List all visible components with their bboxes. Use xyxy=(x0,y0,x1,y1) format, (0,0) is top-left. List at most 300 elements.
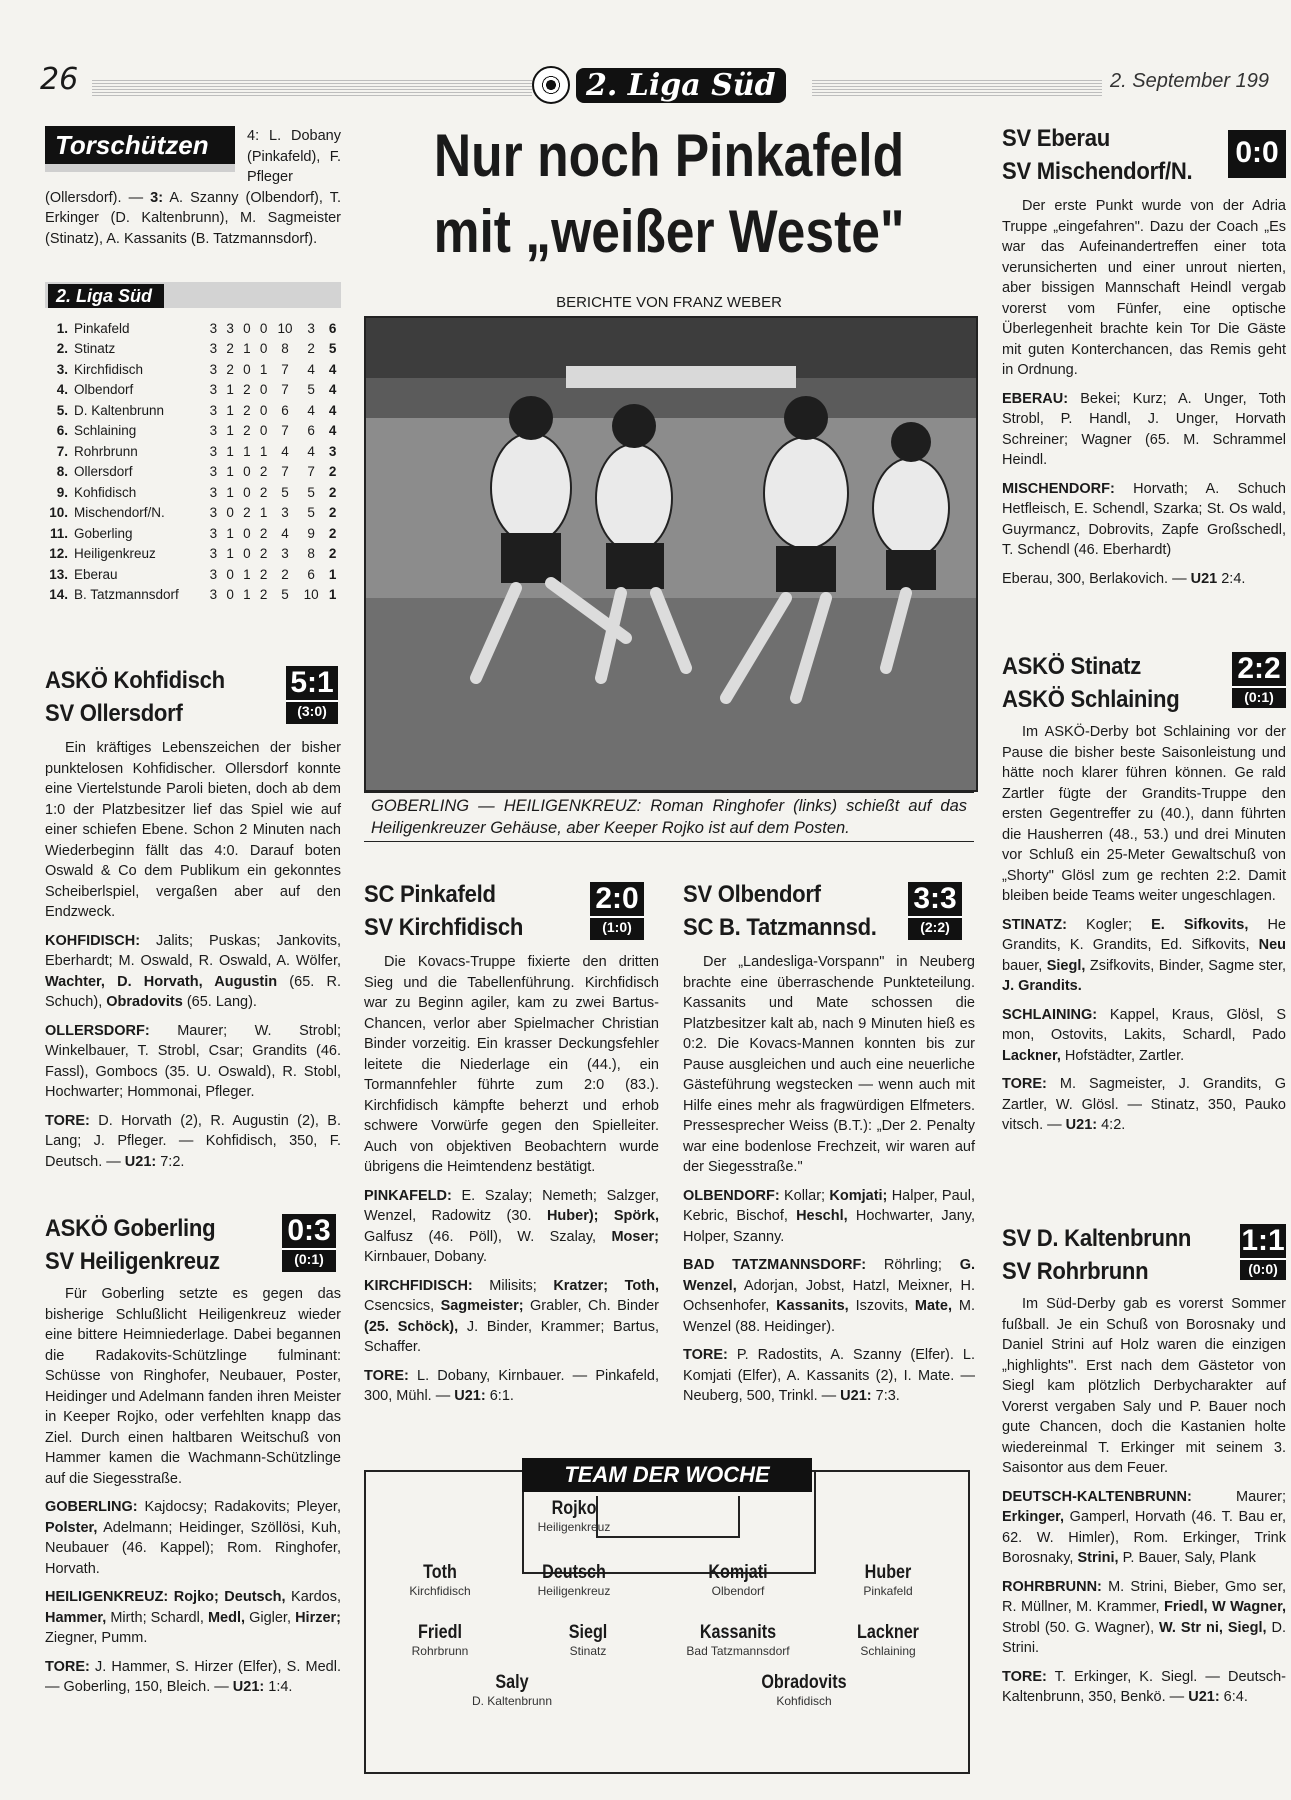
result-text: Eberau, 300, Berlakovich. — xyxy=(1002,570,1191,587)
u21-score: 7:3. xyxy=(871,1388,900,1404)
lineup-text: Milisits; xyxy=(472,1277,554,1294)
player-club: Bad Tatzmannsdorf xyxy=(686,1644,790,1658)
home-team: SV Olbendorf xyxy=(683,881,821,908)
standings-cell-g: 3 xyxy=(209,464,218,480)
player-club: Stinatz xyxy=(569,1644,607,1658)
section-title: 2. Liga Süd xyxy=(576,68,786,103)
lineup-text: Adorjan, Jobst, Hatzl, Meixner, H. Ochsenhofer, xyxy=(683,1277,975,1314)
lineup-label: OLBENDORF: xyxy=(683,1187,780,1204)
match-goberling-header xyxy=(45,1212,235,1278)
standings-cell-l: 0 xyxy=(259,382,268,398)
lineup-bold: Kassanits, xyxy=(776,1298,849,1314)
team-of-the-week-title: TEAM DER WOCHE xyxy=(522,1458,812,1492)
standings-cell-w: 1 xyxy=(226,525,234,541)
lineup-text: J. Binder, Krammer; Bartus, Schaffer. xyxy=(364,1318,659,1355)
lineup-bold: Komjati; xyxy=(829,1187,888,1204)
goals-label: TORE: xyxy=(364,1367,409,1384)
lineup-text: Adelmann; Heidinger, Szöllösi, Kuh, Neubauer (46. Kappel); Rom. Ringhofer, Horvath. xyxy=(45,1519,341,1577)
standings-cell-pts: 2 xyxy=(328,546,337,562)
final-score: 5:1 xyxy=(290,666,334,699)
goals-text: P. Radostits, A. Szanny (Elfer). L. Komjati (Elfer), A. Kassanits (2), I. Mate. — Neuberg, 500, Trinkl. — xyxy=(683,1347,975,1404)
goals-label: TORE: xyxy=(1002,1076,1047,1092)
totw-player xyxy=(499,1562,649,1598)
totw-player xyxy=(513,1622,663,1658)
standings-cell-pts: 2 xyxy=(328,525,337,541)
away-team: SV Ollersdorf xyxy=(45,700,183,727)
standings-cell-l: 1 xyxy=(259,361,268,377)
standings-cell-w: 0 xyxy=(226,505,234,521)
u21-label: U21: xyxy=(232,1679,265,1695)
final-score: 2:0 xyxy=(595,882,639,915)
away-team: SV Mischendorf/N. xyxy=(1002,158,1193,185)
standings-cell-pts: 4 xyxy=(328,402,337,418)
score-olbendorf xyxy=(908,882,962,940)
standings-cell-team: Ollersdorf xyxy=(74,464,133,480)
player-name: Huber xyxy=(864,1562,912,1583)
lineup-bold: Strini, xyxy=(1077,1550,1119,1566)
lineup-text: P. Bauer, Saly, Plank xyxy=(1118,1550,1256,1566)
standings-cell-ga: 6 xyxy=(307,423,315,439)
lineup-bold: Mate, xyxy=(914,1298,952,1314)
standings-cell-l: 2 xyxy=(259,546,268,562)
standings-cell-w: 3 xyxy=(226,320,234,336)
standings-cell-d: 1 xyxy=(243,566,251,582)
section-logo xyxy=(532,66,786,104)
goals-text: L. Dobany, Kirnbauer. — Pinkafeld, 300, Mühl. — xyxy=(364,1367,659,1404)
standings-cell-d: 2 xyxy=(243,423,251,439)
standings-row xyxy=(45,380,341,401)
standings-cell-g: 3 xyxy=(209,341,218,357)
goals-text: D. Horvath (2), R. Augustin (2), B. Lang; J. Pfleger. — Kohfidisch, 350, F. Deutsch. — xyxy=(45,1112,341,1170)
standings-cell-pts: 2 xyxy=(328,464,337,480)
u21-score: 6:4. xyxy=(1219,1689,1248,1705)
torschuetzen-text-a: 4: L. Dobany (Pinkafeld), F. Pfleger (Ollersdorf). — xyxy=(45,128,341,206)
match-olbendorf-header xyxy=(683,878,893,944)
standings-cell-l: 2 xyxy=(259,525,268,541)
standings-cell-g: 3 xyxy=(209,587,218,603)
player-name: Kassanits xyxy=(699,1622,777,1643)
lineup-text: E. Szalay; Nemeth; Salzger, Wenzel, Radowitz (30. xyxy=(364,1187,659,1224)
standings-cell-w: 1 xyxy=(226,484,234,500)
player-club: D. Kaltenbrunn xyxy=(471,1694,553,1708)
headline-line1: Nur noch Pinkafeld xyxy=(433,122,905,189)
goals-kaltenbrunn xyxy=(1002,1667,1286,1708)
result-eberau xyxy=(1002,569,1286,590)
totw-player xyxy=(437,1672,587,1708)
standings-cell-g: 3 xyxy=(209,505,218,521)
lineup-text: Röhrling; xyxy=(866,1257,960,1273)
lineup-bold: Sagmeister; xyxy=(440,1298,524,1314)
u21-label: U21: xyxy=(454,1388,486,1404)
player-name: Komjati xyxy=(708,1562,768,1583)
lineup-goberling xyxy=(45,1497,341,1579)
standings-cell-pts: 4 xyxy=(328,361,337,377)
half-score: (1:0) xyxy=(590,916,644,936)
standings-cell-pts: 1 xyxy=(328,566,337,582)
standings-cell-w: 1 xyxy=(226,402,234,418)
torschuetzen-3: 3: xyxy=(150,189,164,206)
standings-cell-pts: 3 xyxy=(328,443,337,459)
lineup-stinatz xyxy=(1002,915,1286,997)
home-team: SV Eberau xyxy=(1002,125,1110,152)
lineup-bold: Polster, xyxy=(45,1519,98,1536)
half-score: (0:1) xyxy=(1232,686,1286,706)
lineup-bold: Friedl, W Wagner, xyxy=(1164,1599,1286,1615)
goals-label: TORE: xyxy=(1002,1668,1047,1685)
totw-player xyxy=(663,1562,813,1598)
standings-cell-pts: 2 xyxy=(328,484,337,500)
goals-label: TORE: xyxy=(45,1658,90,1675)
lineup-text: Ziegner, Pumm. xyxy=(45,1630,148,1646)
standings-cell-g: 3 xyxy=(209,382,218,398)
lineup-text: Kollar; xyxy=(779,1187,830,1204)
standings-cell-l: 0 xyxy=(259,320,268,336)
lineup-schlaining xyxy=(1002,1005,1286,1067)
player-club: Rohrbrunn xyxy=(411,1644,469,1658)
standings-cell-g: 3 xyxy=(209,320,218,336)
report-kohfidisch xyxy=(45,738,341,1180)
standings-cell-ga: 8 xyxy=(307,546,315,562)
lineup-label: HEILIGENKREUZ: xyxy=(45,1589,169,1605)
lineup-bold: Medl, xyxy=(207,1609,245,1626)
lineup-text: Gamperl, Horvath (46. T. Bau er, 62. W. Himler), Rom. Erkinger, Trink Borosnaky, xyxy=(1002,1509,1286,1566)
player-name: Deutsch xyxy=(542,1562,606,1583)
standings-row xyxy=(45,585,341,606)
report-eberau xyxy=(1002,196,1286,597)
lineup-kaltenbrunn xyxy=(1002,1487,1286,1569)
goals-text: M. Sagmeister, J. Grandits, G Zartler, W. Glösl. — Stinatz, 350, Pauko vitsch. — xyxy=(1002,1076,1286,1133)
score-pinkafeld xyxy=(590,882,644,940)
headline xyxy=(364,118,974,270)
lineup-text: M. Wenzel (88. Heidinger). xyxy=(683,1298,975,1335)
lineup-text: Maurer; xyxy=(1191,1488,1286,1505)
standings-cell-w: 1 xyxy=(226,443,234,459)
torschuetzen-box xyxy=(45,126,341,249)
totw-player xyxy=(365,1622,515,1658)
standings-row xyxy=(45,564,341,585)
standings-cell-w: 1 xyxy=(226,546,234,562)
standings-cell-g: 3 xyxy=(209,402,218,418)
player-name: Toth xyxy=(423,1562,457,1583)
standings-cell-gf: 5 xyxy=(281,484,289,500)
standings-cell-pts: 4 xyxy=(328,382,337,398)
goals-kohfidisch xyxy=(45,1111,341,1173)
lineup-text: Galfusz (46. Pöll), W. Szalay, xyxy=(364,1228,612,1245)
lineup-bold: Kratzer; Toth, xyxy=(553,1277,659,1294)
header-rule-left xyxy=(92,78,532,96)
final-score: 1:1 xyxy=(1241,1224,1285,1257)
lineup-kirchfidisch xyxy=(364,1276,659,1358)
match-report: Für Goberling setzte es gegen das bisherige Schlußlicht Heiligenkreuz wieder eine bittere Heimniederlage. Dabei begannen die Radakovits-Schützlinge fulminant: Schüsse von Ringhofer, Neubauer, Poster, Heidinger und Adelmann fanden ihren Meister in Keeper Rojko, oder verfehlten knapp das Ziel. Durch einen haltbaren Weitschuß von Hammer kamen die Wachmann-Schützlinge auf die Siegesstraße. xyxy=(45,1286,341,1487)
away-team: SC B. Tatzmannsd. xyxy=(683,914,877,941)
lineup-text: Zsifkovits, Binder, Sagme ster, xyxy=(1085,957,1286,974)
standings-cell-pos: 14. xyxy=(49,587,68,603)
lineup-text: Grabler, Ch. Binder xyxy=(523,1298,659,1314)
lineup-bold: Wachter, D. Horvath, Augustin xyxy=(45,973,278,990)
standings-cell-w: 1 xyxy=(226,382,234,398)
lineup-text: Maurer; W. Strobl; Winkelbauer, T. Strobl, Csar; Grandits (46. Fassl), Gombocs (35. U. Oswald), R. Stobl, Hochwarter; Hommonai, Pfleger. xyxy=(45,1022,341,1100)
lineup-text: Bekei; Kurz; A. Unger, Toth Strobl, P. Handl, J. Unger, Horvath Schreiner; Wagner (65. M. Schrammel Heindl. xyxy=(1002,390,1286,468)
match-kohfidisch-header xyxy=(45,664,241,730)
match-eberau-header xyxy=(1002,122,1209,188)
u21-label: U21: xyxy=(124,1153,157,1170)
goals-text: T. Erkinger, K. Siegl. — Deutsch-Kaltenbrunn, 350, Benkö. — xyxy=(1002,1668,1286,1705)
standings-cell-pos: 4. xyxy=(56,382,68,398)
lineup-bold: Neu xyxy=(1258,937,1286,953)
score-stinatz xyxy=(1232,652,1286,708)
standings-cell-ga: 9 xyxy=(307,525,315,541)
lineup-rohrbrunn xyxy=(1002,1577,1286,1659)
photo-illustration xyxy=(366,318,976,790)
lineup-bold: Lackner, xyxy=(1002,1047,1061,1064)
standings-row xyxy=(45,359,341,380)
u21-score: 2:4. xyxy=(1217,570,1246,587)
lineup-ollersdorf xyxy=(45,1021,341,1103)
standings-cell-pts: 4 xyxy=(328,423,337,439)
totw-player xyxy=(663,1622,813,1658)
lineup-text: Hofstädter, Zartler. xyxy=(1060,1047,1185,1064)
standings-cell-l: 0 xyxy=(259,341,268,357)
lineup-text: Strobl (50. G. Wagner), xyxy=(1002,1619,1160,1636)
standings-cell-pos: 2. xyxy=(56,341,68,357)
standings-row xyxy=(45,318,341,339)
lineup-text: Hochwarter, Jany, Holper, Szanny. xyxy=(683,1208,975,1245)
player-club: Heiligenkreuz xyxy=(537,1584,611,1598)
player-name: Rojko xyxy=(551,1498,597,1519)
score-kohfidisch xyxy=(286,666,338,724)
standings-cell-ga: 10 xyxy=(303,587,319,603)
goals-goberling xyxy=(45,1657,341,1698)
standings-cell-ga: 6 xyxy=(307,566,315,582)
standings-cell-ga: 4 xyxy=(307,402,315,418)
home-team: ASKÖ Kohfidisch xyxy=(45,667,225,694)
standings-cell-d: 0 xyxy=(243,464,251,480)
lineup-bold: Siegl, xyxy=(1046,957,1086,974)
standings-cell-gf: 3 xyxy=(281,546,289,562)
totw-player xyxy=(365,1562,515,1598)
standings-cell-d: 1 xyxy=(243,443,251,459)
half-score: (0:0) xyxy=(1240,1258,1286,1278)
standings-cell-gf: 7 xyxy=(281,423,289,439)
lineup-bold: Heschl, xyxy=(796,1208,848,1224)
lineup-mischendorf xyxy=(1002,479,1286,561)
away-team: SV Kirchfidisch xyxy=(364,914,524,941)
u21-score: 1:4. xyxy=(264,1679,293,1695)
standings-cell-gf: 3 xyxy=(281,505,289,521)
lineup-text: Csencsics, xyxy=(364,1298,441,1314)
u21-score: 6:1. xyxy=(485,1388,514,1404)
standings-row xyxy=(45,441,341,462)
standings-row xyxy=(45,523,341,544)
lineup-label: SCHLAINING: xyxy=(1002,1006,1098,1023)
standings-cell-gf: 8 xyxy=(281,341,289,357)
totw-player xyxy=(813,1562,963,1598)
player-name: Obradovits xyxy=(761,1672,847,1693)
standings-row xyxy=(45,339,341,360)
standings-cell-g: 3 xyxy=(209,525,218,541)
match-report: Im ASKÖ-Derby bot Schlaining vor der Pause die bisher beste Saisonleistung und hätte noch klarer führen können. Ge rald Zartler fügte der Grandits-Truppe den ersten Gegentreffer zu (40.), dann führten die Hausherren (48., 53.) und drei Minuten vor Schluß ein 25-Meter Gewaltschuß von „Shorty" Glösl zum ge rechten 2:2. Damit bleiben beide Teams weiter ungeschlagen. xyxy=(1002,724,1286,904)
goals-pinkafeld xyxy=(364,1366,659,1407)
standings-cell-d: 2 xyxy=(243,402,251,418)
standings-cell-w: 0 xyxy=(226,566,234,582)
u21-score: 7:2. xyxy=(156,1153,185,1170)
report-olbendorf xyxy=(683,952,975,1415)
standings-cell-l: 2 xyxy=(259,566,268,582)
report-kaltenbrunn xyxy=(1002,1294,1286,1794)
standings-cell-g: 3 xyxy=(209,423,218,439)
player-club: Kohfidisch xyxy=(776,1694,832,1708)
standings-cell-team: Stinatz xyxy=(74,341,116,357)
standings-cell-l: 0 xyxy=(259,423,268,439)
lineup-text: M. Strini, Bieber, Gmo ser, R. Müllner, M. Krammer, xyxy=(1002,1578,1286,1615)
standings-cell-ga: 5 xyxy=(307,382,315,398)
standings-cell-pts: 1 xyxy=(328,587,337,603)
lineup-label: BAD TATZMANNSDORF: xyxy=(683,1257,867,1273)
standings-cell-w: 1 xyxy=(226,423,234,439)
lineup-text: Gigler, xyxy=(245,1609,296,1626)
standings-cell-team: Heiligenkreuz xyxy=(74,546,156,562)
goals-stinatz xyxy=(1002,1074,1286,1136)
lineup-text: (65. Lang). xyxy=(182,994,257,1010)
standings-cell-gf: 2 xyxy=(281,566,289,582)
match-pinkafeld-header xyxy=(364,878,537,944)
player-club: Olbendorf xyxy=(711,1584,765,1598)
lineup-bold: Hammer, xyxy=(45,1609,107,1626)
home-team: SV D. Kaltenbrunn xyxy=(1002,1225,1192,1252)
standings-cell-team: Kohfidisch xyxy=(74,484,137,500)
standings-cell-l: 2 xyxy=(259,464,268,480)
football-icon xyxy=(532,66,570,104)
standings-cell-pos: 11. xyxy=(49,525,68,541)
goals-olbendorf xyxy=(683,1345,975,1407)
lineup-text: Iszovits, xyxy=(848,1298,915,1314)
standings-cell-team: Schlaining xyxy=(74,423,137,439)
goals-text: J. Hammer, S. Hirzer (Elfer), S. Medl. — Goberling, 150, Bleich. — xyxy=(45,1658,341,1695)
standings-table-wrap xyxy=(45,318,341,605)
lineup-text: Kardos, xyxy=(285,1589,341,1605)
standings-cell-pos: 5. xyxy=(56,402,68,418)
issue-date: 2. September 199 xyxy=(1110,70,1269,92)
standings-title: 2. Liga Süd xyxy=(48,284,164,308)
torschuetzen-title: Torschützen xyxy=(45,126,235,172)
standings-cell-d: 2 xyxy=(243,382,251,398)
standings-cell-pos: 6. xyxy=(56,423,68,439)
lineup-label: KOHFIDISCH: xyxy=(45,932,141,949)
standings-cell-team: Goberling xyxy=(74,525,133,541)
lineup-heiligenkreuz xyxy=(45,1587,341,1649)
standings-cell-d: 2 xyxy=(243,505,251,521)
score-kaltenbrunn xyxy=(1240,1224,1286,1280)
byline: BERICHTE VON FRANZ WEBER xyxy=(556,294,782,311)
lineup-bold: Obradovits xyxy=(106,994,183,1010)
page-number: 26 xyxy=(40,62,79,97)
standings-row xyxy=(45,400,341,421)
standings-cell-ga: 2 xyxy=(307,341,315,357)
match-report: Ein kräftiges Lebenszeichen der bisher punktelosen Kohfidischer. Ollersdorf konnte eine Viertelstunde Paroli bieten, doch ab dem 1:0 der Platzbesitzer lief das Spiel wie auf einer schiefen Ebene. Schon 2 Minuten nach Wiederbeginn fällt das 4:0. Darauf boten Oswald & Co dem Publikum ein gekonntes Scheiberlspiel, vergaßen aber auf den Endzweck. xyxy=(45,740,341,920)
standings-cell-team: Olbendorf xyxy=(74,382,134,398)
standings-cell-l: 1 xyxy=(259,505,268,521)
lineup-label: STINATZ: xyxy=(1002,916,1067,933)
standings-cell-pts: 2 xyxy=(328,505,337,521)
standings-rows xyxy=(45,318,341,605)
lineup-text: D. Strini. xyxy=(1002,1619,1286,1656)
match-stinatz-header xyxy=(1002,650,1195,716)
standings-cell-gf: 7 xyxy=(281,382,289,398)
report-pinkafeld xyxy=(364,952,659,1415)
standings-cell-pts: 6 xyxy=(328,320,337,336)
standings-table xyxy=(45,318,341,605)
standings-cell-gf: 5 xyxy=(281,587,289,603)
lineup-text: Halper, Paul, Kebric, Bischof, xyxy=(683,1187,975,1224)
report-goberling xyxy=(45,1284,341,1706)
standings-cell-team: Pinkafeld xyxy=(74,320,130,336)
player-club: Kirchfidisch xyxy=(409,1584,471,1598)
lineup-pinkafeld xyxy=(364,1186,659,1268)
standings-cell-gf: 7 xyxy=(281,464,289,480)
standings-cell-d: 0 xyxy=(243,525,251,541)
lineup-text: (65. R. Schuch), xyxy=(45,973,341,1010)
standings-cell-g: 3 xyxy=(209,361,218,377)
lineup-bold: E. Sifkovits, xyxy=(1151,916,1249,933)
standings-cell-w: 2 xyxy=(226,361,234,377)
lineup-bold: (25. Schöck), xyxy=(364,1318,459,1335)
match-report: Die Kovacs-Truppe fixierte den dritten Sieg und die Tabellenführung. Kirchfidisch war zu Beginn agiler, kam zu zwei Bartus-Chancen, verlor aber Spielmacher Christian Binder vorzeitig. Ein krasser Deckungsfehler leitete die Niederlage ein (44.), ein Tormannfehler führte zum 2:0 (83.). Kirchfidisch kämpfte beherzt und erhob schwere Vorwürfe gegen den Spielleiter. Auch von objektiven Beobachtern wurde übrigens die Heimtendenz bestätigt. xyxy=(364,954,659,1175)
player-name: Siegl xyxy=(568,1622,608,1643)
torschuetzen-text-b: A. Szanny (Olbendorf), T. Erkinger (D. Kaltenbrunn), M. Sagmeister (Stinatz), A. Kassanits (B. Tatzmannsdorf). xyxy=(45,189,341,247)
final-score: 2:2 xyxy=(1237,652,1281,685)
lineup-text: Kirnbauer, Dobany. xyxy=(364,1249,488,1265)
standings-row xyxy=(45,503,341,524)
match-report: Im Süd-Derby gab es vorerst Sommer fußball. Je ein Schuß von Borosnaky und Daniel Strini auf Holz waren die einzigen „highlights". Erst nach dem Gästetor von Siegl kam plötzlich Derbycharakter auf Vorerst vergaben Saly und P. Bauer noch gute Chancen, doch die Kastanien holte wiedereinmal T. Erkinger mit seinem 3. Saisontor aus dem Feuer. xyxy=(1002,1296,1286,1476)
player-club: Schlaining xyxy=(860,1644,916,1658)
totw-player xyxy=(729,1672,879,1708)
standings-cell-team: B. Tatzmannsdorf xyxy=(74,587,179,603)
standings-row xyxy=(45,544,341,565)
standings-cell-ga: 5 xyxy=(307,505,315,521)
standings-cell-ga: 7 xyxy=(307,464,315,480)
standings-cell-team: Rohrbrunn xyxy=(74,443,138,459)
standings-cell-l: 2 xyxy=(259,587,268,603)
standings-cell-l: 2 xyxy=(259,484,268,500)
standings-cell-pos: 10. xyxy=(49,505,68,521)
final-score: 0:3 xyxy=(287,1214,331,1247)
standings-cell-g: 3 xyxy=(209,443,218,459)
lineup-text: Mirth; Schardl, xyxy=(106,1609,208,1626)
lineup-olbendorf xyxy=(683,1186,975,1248)
u21-label: U21: xyxy=(1188,1689,1220,1705)
totw-player xyxy=(813,1622,963,1658)
standings-cell-d: 0 xyxy=(243,484,251,500)
lineup-bad-tatzmannsdorf xyxy=(683,1255,975,1337)
lineup-bold: Huber); Spörk, xyxy=(546,1208,660,1224)
standings-cell-l: 0 xyxy=(259,402,268,418)
standings-cell-w: 1 xyxy=(226,464,234,480)
away-team: SV Rohrbrunn xyxy=(1002,1258,1149,1285)
standings-row xyxy=(45,462,341,483)
lineup-label: EBERAU: xyxy=(1002,390,1069,407)
standings-cell-pos: 1. xyxy=(56,320,68,336)
u21-label: U21: xyxy=(1065,1117,1098,1133)
player-name: Friedl xyxy=(418,1622,462,1643)
home-team: ASKÖ Stinatz xyxy=(1002,653,1141,680)
totw-player xyxy=(499,1498,649,1534)
lineup-eberau xyxy=(1002,389,1286,471)
half-score: (2:2) xyxy=(908,916,962,936)
lineup-bold: Erkinger, xyxy=(1002,1509,1065,1525)
standings-cell-d: 0 xyxy=(243,320,251,336)
standings-cell-gf: 10 xyxy=(277,320,293,336)
lineup-text: bauer, xyxy=(1002,957,1047,974)
